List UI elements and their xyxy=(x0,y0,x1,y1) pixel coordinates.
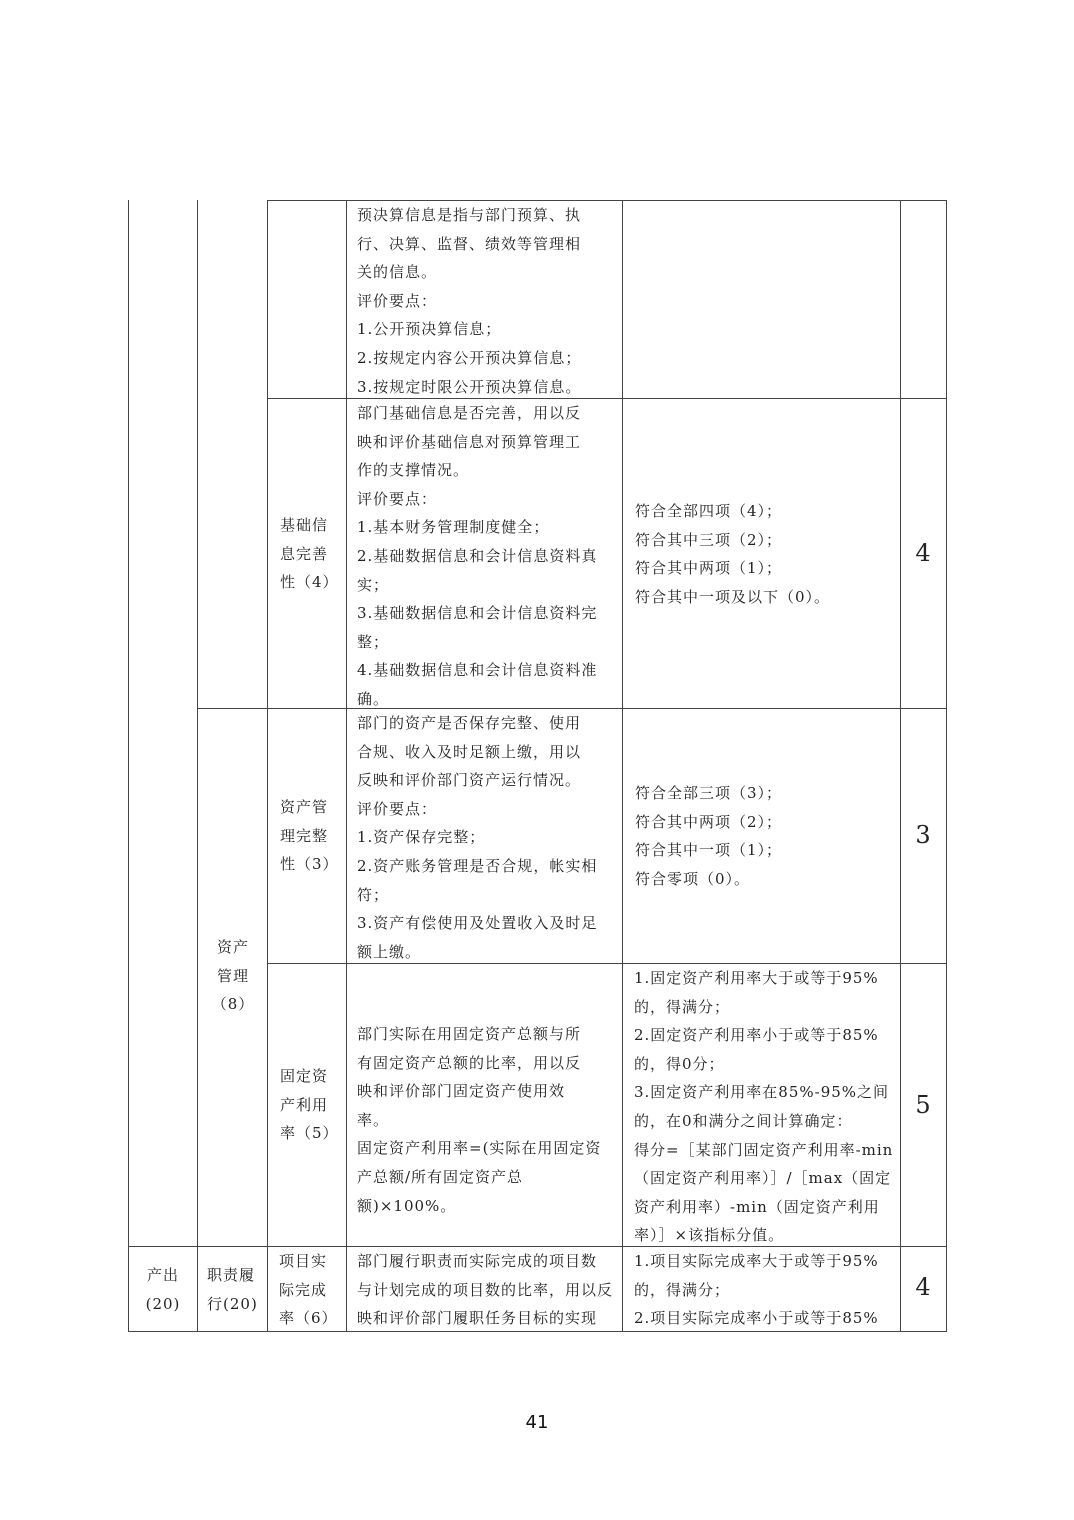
grid-line xyxy=(267,200,268,1332)
row5-subcategory: 职责履 行(20) xyxy=(207,1266,258,1313)
row4-indicator: 固定资 产利用 率（5） xyxy=(280,1067,339,1143)
row5-score: 4 xyxy=(915,1273,931,1301)
row3-indicator: 资产管 理完整 性（3） xyxy=(280,798,339,874)
row3-score: 3 xyxy=(915,821,931,849)
grid-line xyxy=(946,200,947,1332)
page-number: 41 xyxy=(525,1412,549,1433)
row5-description: 部门履行职责而实际完成的项目数 与计划完成的项目数的比率，用以反 映和评价部门履职任务目标的实现 xyxy=(357,1252,614,1328)
row3-description: 部门的资产是否保存完整、使用 合规、收入及时足额上缴，用以 反映和评价部门资产运行情况。 评价要点： 1.资产保存完整； 2.资产账务管理是否合规，帐实相 符； 3.资产有偿使用及处置收入及时足 额上缴。 xyxy=(357,714,598,961)
subcategory-asset-management: 资产 管理 （8） xyxy=(211,938,255,1014)
grid-line xyxy=(197,200,198,1332)
grid-line xyxy=(900,200,901,1332)
row5-indicator: 项目实 际完成 率（6） xyxy=(279,1252,338,1328)
row4-score: 5 xyxy=(915,1091,931,1119)
row2-score: 4 xyxy=(915,539,931,567)
row4-description: 部门实际在用固定资产总额与所 有固定资产总额的比率，用以反 映和评价部门固定资产使用效 率。 固定资产利用率=(实际在用固定资 产总额/所有固定资产总额)×100%。 xyxy=(357,1025,602,1215)
grid-line xyxy=(128,200,129,1332)
row5-category: 产出 (20) xyxy=(145,1266,181,1313)
row1-description: 预决算信息是指与部门预算、执 行、决算、监督、绩效等管理相 关的信息。 评价要点： 1.公开预决算信息； 2.按规定内容公开预决算信息； 3.按规定时限公开预决算信息。 xyxy=(357,206,582,396)
row3-criteria: 符合全部三项（3）； 符合其中两项（2）； 符合其中一项（1）； 符合零项（0）。 xyxy=(635,784,783,888)
row4-criteria: 1.固定资产利用率大于或等于95% 的，得满分； 2.固定资产利用率小于或等于85% 的，得0分； 3.固定资产利用率在85%-95%之间 的，在0和满分之间计算确定： 得分=［某部门固定资产利用率-min （固定资产利用率）］/［max（固定 资产利用率）-min（固定资产利用 率）］×该指标分值。 xyxy=(634,969,894,1245)
row2-description: 部门基础信息是否完善，用以反 映和评价基础信息对预算管理工 作的支撑情况。 评价要点： 1.基本财务管理制度健全； 2.基础数据信息和会计信息资料真 实； 3.基础数据信息和会计信息资料完 整； 4.基础数据信息和会计信息资料准 确。 xyxy=(357,404,598,708)
grid-line xyxy=(622,200,623,1332)
row2-indicator: 基础信 息完善 性（4） xyxy=(280,516,339,592)
row5-criteria: 1.项目实际完成率大于或等于95% 的，得满分； 2.项目实际完成率小于或等于85% xyxy=(634,1252,879,1328)
grid-line xyxy=(346,200,347,1332)
row2-criteria: 符合全部四项（4）； 符合其中三项（2）； 符合其中两项（1）； 符合其中一项及以下（0）。 xyxy=(635,502,831,606)
